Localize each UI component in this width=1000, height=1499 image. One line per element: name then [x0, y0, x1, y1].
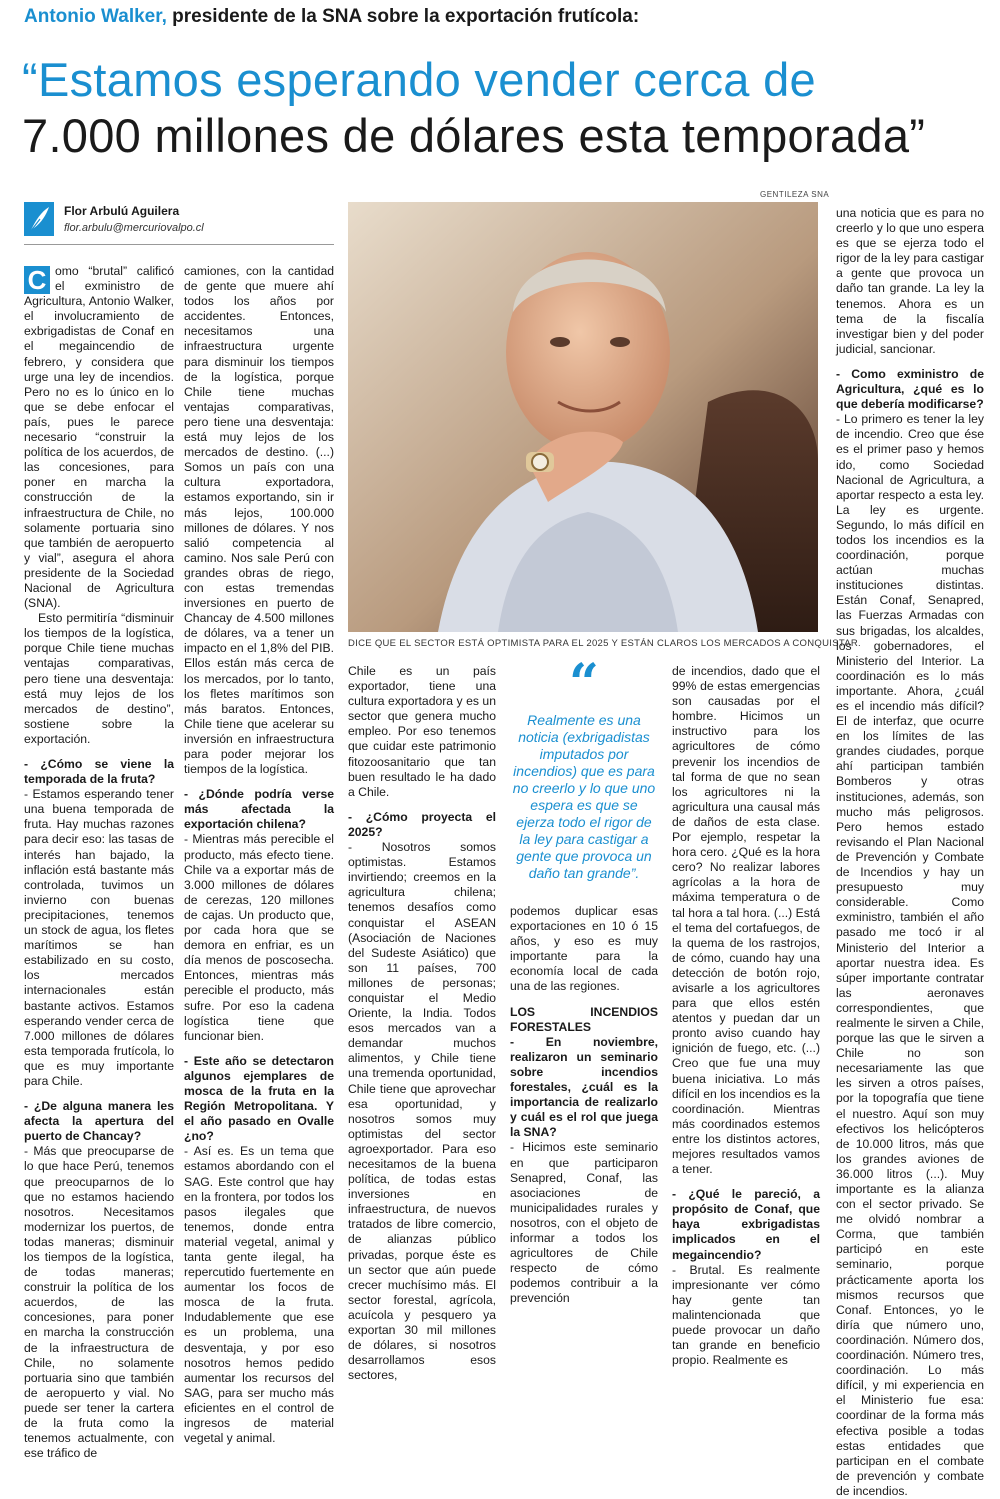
section-heading: LOS INCENDIOS FORESTALES — [510, 1004, 658, 1034]
interview-answer: - Mientras más perecible el producto, más efecto tiene. Chile va a exportar más de 3.000 millones de dólares de cerezas, 120 millones de cajas. Un producto que, por cada hora que se demora en enfriar, es un día menos de poscosecha. Entonces, mientras más perecible el producto, más sufre. Por eso la cadena logística tiene que funcionar bien. — [184, 832, 334, 1043]
byline-email[interactable]: flor.arbulu@mercuriovalpo.cl — [64, 222, 204, 234]
article-column-1 — [24, 264, 174, 1461]
headline — [22, 52, 982, 164]
interview-answer: - Brutal. Es realmente impresionante ver cómo hay gente tan malintencionada que puede provocar un daño tan grande en beneficio propio. Realmente es — [672, 1262, 820, 1368]
article-column-4 — [510, 904, 658, 1306]
paragraph: podemos duplicar esas exportaciones en 10 ó 15 años, y eso es muy importante para la economía local de cada una de las regiones. — [510, 904, 658, 994]
interview-question: - ¿De alguna manera les afecta la apertura del puerto de Chancay? — [24, 1099, 174, 1144]
byline-author: Flor Arbulú Aguilera — [64, 204, 180, 218]
feather-icon — [24, 202, 54, 236]
interview-answer: - Lo primero es tener la ley de incendio. Creo que ése es el primer paso y hemos ido, como Sociedad Nacional de Agricultura, a aportar respecto a esta ley. La ley es urgente. Segundo, lo más difícil en todos los incendios es la coordinación, porque actúan muchas instituciones distintas. Están Conaf, Senapred, las Fuerzas Armadas con sus brigadas, los alcaldes, los gobernadores, el Ministerio del Interior. La coordinación es lo más importante. Ahora, ¿cuál es el incendio más difícil? El de interfaz, que ocurre en los límites de las grandes ciudades, porque ahí participan también Bomberos y otras instituciones, además, son mucho más peligrosos. Pero hemos estado revisando el Plan Nacional de Prevención y Combate de Incendios y hay un presupuesto muy considerable. Como exministro, también el año pasado me tocó ir al Ministerio del Interior a aportar nuestra idea. Es súper importante contratar las aeronaves correspondientes, que realmente le sirven a Chile, porque las que le sirven a Chile no son necesariamente las que les sirven a otros países, por la topografía que tiene el nuestro. Aquí son muy efectivos los helicópteros de 10.000 litros, más que los grandes aviones de 36.000 litros (...). Muy importante es la alianza con el sector privado. Se me olvidó nombrar a Corma, que también participó en este seminario, porque prácticamente aporta los mismos recursos que Conaf. Entonces, yo le diría que número uno, coordinación. Número dos, coordinación. Número tres, coordinación. Lo más difícil, y mi experiencia en el Ministerio fue esa: coordinar de la forma más efectiva posible a todas estas entidades que participan en el combate de prevención y combate de incendios. — [836, 412, 984, 1498]
interview-answer: - Así es. Es un tema que estamos abordando con el SAG. Este control que hay en la frontera, por todos los pasos ilegales que tenemos, donde entra material vegetal, animal y tanta gente ilegal, ha repercutido fuertemente en aumentar los focos de mosca de la fruta. Indudablemente que ese es un problema, una desventaja, y por eso nosotros hemos pedido aumentar los recursos del SAG, para ser mucho más eficientes en el control de ingresos de material vegetal y animal. — [184, 1144, 334, 1446]
article-column-6 — [836, 206, 984, 1498]
kicker — [24, 6, 639, 28]
interview-question: - En noviembre, realizaron un seminario sobre incendios forestales, ¿cuál es la importancia de realizarlo y cuál es el rol que juega la SNA? — [510, 1034, 658, 1140]
interview-question: - ¿Cómo proyecta el 2025? — [348, 809, 496, 839]
kicker-name: Antonio Walker, — [24, 6, 167, 27]
article-column-5 — [672, 664, 820, 1368]
paragraph: Chile es un país exportador, tiene una cultura exportadora y es un sector que genera mucho empleo. Por eso tenemos que cuidar este patrimonio fitozoosanitario que tan buen resultado le ha dado a Chile. — [348, 664, 496, 799]
pull-quote — [510, 653, 658, 894]
interview-answer: - Más que preocuparse de lo que hace Perú, tenemos que preocuparnos de lo que no estamos haciendo nosotros. Necesitamos modernizar los puertos, de todas maneras; disminuir los tiempos de la logística, de todas maneras; construir la política de los acuerdos, de las concesiones, para poner en marcha la construcción de la infraestructura de Chile, no solamente portuaria sino que también de aeropuerto y vial. No puede ser tener la cartera de la fruta como la tenemos actualmente, con ese tráfico de — [24, 1144, 174, 1461]
kicker-rest: presidente de la SNA sobre la exportación frutícola: — [172, 6, 640, 27]
interview-answer: - Nosotros somos optimistas. Estamos invirtiendo; creemos en la agricultura chilena; tenemos desafíos como conquistar el ASEAN (Asociación de Naciones del Sudeste Asiático) que son 11 países, 700 millones de personas; conquistar el Medio Oriente, la India. Todos esos mercados van a demandar muchos alimentos, y Chile tiene una tremenda oportunidad, Chile tiene que aprovechar esa oportunidad, y nosotros somos muy optimistas del sector agroexportador. Para eso necesitamos de la buena política, de todas estas inversiones en infraestructura, de nuevos tratados de libre comercio, de alianzas público privadas, porque éste es un sector que aún puede crecer muchísimo más. El sector forestal, agrícola, acuícola y pesquero ya exportan 30 mil millones de dólares, si nosotros desarrollamos esos sectores, — [348, 840, 496, 1383]
interview-answer: - Hicimos este seminario en que participaron Senapred, Conaf, las asociaciones de municipalidades rurales y nosotros, con el objeto de informar a todos los agricultores de Chile respecto de cómo podemos contribuir a la prevención — [510, 1140, 658, 1306]
headline-line-2: 7.000 millones de dólares esta temporada” — [22, 109, 926, 162]
intro-text: omo “brutal” calificó el exministro de Agricultura, Antonio Walker, el involucramiento de exbrigadistas de Conaf en el megaincendio de febrero, y considera que urge una ley de incendios. Pero no es lo único en lo que se debe enfocar el país, pues le parece necesario “construir la política de los acuerdos, de las concesiones, para poner en marcha la construcción de la infraestructura de Chile, no solamente portuaria sino que también de aeropuerto y vial”, asegura el ahora presidente de la Sociedad Nacional de Agricultura (SNA). — [24, 264, 174, 611]
drop-cap: C — [24, 266, 50, 294]
photo-credit: GENTILEZA SNA — [760, 190, 830, 199]
interview-question: - ¿Dónde podría verse más afectada la exportación chilena? — [184, 787, 334, 832]
quote-mark-icon: “ — [569, 653, 599, 714]
paragraph: Esto permitiría “disminuir los tiempos de la logística, porque Chile tiene muchas ventajas comparativas, pero tiene una desventaja: está muy lejos de los mercados de destino”, sostiene sobre la exportación. — [24, 611, 174, 746]
byline — [24, 200, 334, 244]
intro-paragraph — [24, 264, 174, 611]
interview-question: - Este año se detectaron algunos ejemplares de mosca de la fruta en la Región Metropolitana. Y el año pasado en Ovalle ¿no? — [184, 1053, 334, 1144]
photo-caption: DICE QUE EL SECTOR ESTÁ OPTIMISTA PARA EL 2025 Y ESTÁN CLAROS LOS MERCADOS A CONQUISTAR. — [348, 638, 861, 649]
paragraph: de incendios, dado que el 99% de estas emergencias son causadas por el hombre. Hicimos un instructivo para los agricultores de cómo prevenir los incendios de tal forma de que no sean los agricultores ni la agricultura una causal más de daños de esta clase. Por ejemplo, respetar la hora cero. ¿Qué es la hora cero? No realizar labores agrícolas a la hora de máxima temperatura o de tal hora a tal hora. (...) Está el tema del cortafuegos, de la quema de los rastrojos, de cómo, cuando hay una detección de botón rojo, avisarle a los agricultores para que ellos estén atentos y puedan dar un pronto aviso cuando hay ignición de fuego, etc. (...) Creo que fue una muy buena iniciativa. Lo más difícil en los incendios es la coordinación. Mientras más coordinados estemos entre los distintos actores, mejores resultados vamos a tener. — [672, 664, 820, 1177]
interview-question: - Como exministro de Agricultura, ¿qué es lo que debería modificarse? — [836, 366, 984, 412]
interview-answer: - Estamos esperando tener una buena temporada de fruta. Hay muchas razones para decir eso: las tasas de interés han bajado, la inflación está bastante más controlada, tuvimos un invierno con buenas precipitaciones, tenemos un stock de agua, los fletes marítimos se han estabilizado en su costo, los mercados internacionales están bastante activos. Estamos esperando vender cerca de 7.000 millones de dólares esta temporada frutícola, lo que es muy importante para Chile. — [24, 787, 174, 1088]
pull-quote-text: Realmente es una noticia (exbrigadistas imputados por incendios) que es para no creerlo y lo que uno espera es que se ejerza todo el rigor de la ley para castigar a gente que provoca un daño tan grande”. — [512, 712, 656, 881]
paragraph: una noticia que es para no creerlo y lo que uno espera es que se ejerza todo el rigor de la ley para castigar a gente que provoca un daño tan grande. La ley la tenemos. Ahora es un tema de la fiscalía investigar bien y del poder judicial, sancionar. — [836, 206, 984, 356]
interview-question: - ¿Cómo se viene la temporada de la fruta? — [24, 757, 174, 787]
interview-question: - ¿Qué le pareció, a propósito de Conaf, que haya exbrigadistas implicados en el megaincendio? — [672, 1187, 820, 1262]
headline-line-1: “Estamos esperando vender cerca de — [22, 53, 816, 106]
article-column-3 — [348, 664, 496, 1383]
paragraph: camiones, con la cantidad de gente que muere ahí todos los años por accidentes. Entonces, necesitamos una infraestructura urgente para disminuir los tiempos de la logística, porque Chile tiene muchas ventajas comparativas, pero tiene una desventaja: está muy lejos de los mercados de destino. (...) Somos un país con una cultura exportadora, estamos exportando, sin ir más lejos, 100.000 millones de dólares. Y nos salió competencia al camino. Nos sale Perú con grandes obras de riego, con estas tremendas inversiones en puerto de Chancay de 4.500 millones de dólares, va a tener un impacto en el 1,8% del PIB. Ellos están más cerca de los mercados, por lo tanto, los fletes marítimos son más baratos. Entonces, Chile tiene que acelerar su inversión en infraestructura para poder mejorar los tiempos de la logística. — [184, 264, 334, 777]
article-column-2 — [184, 264, 334, 1446]
portrait-photo — [348, 202, 818, 632]
byline-divider — [24, 244, 334, 245]
